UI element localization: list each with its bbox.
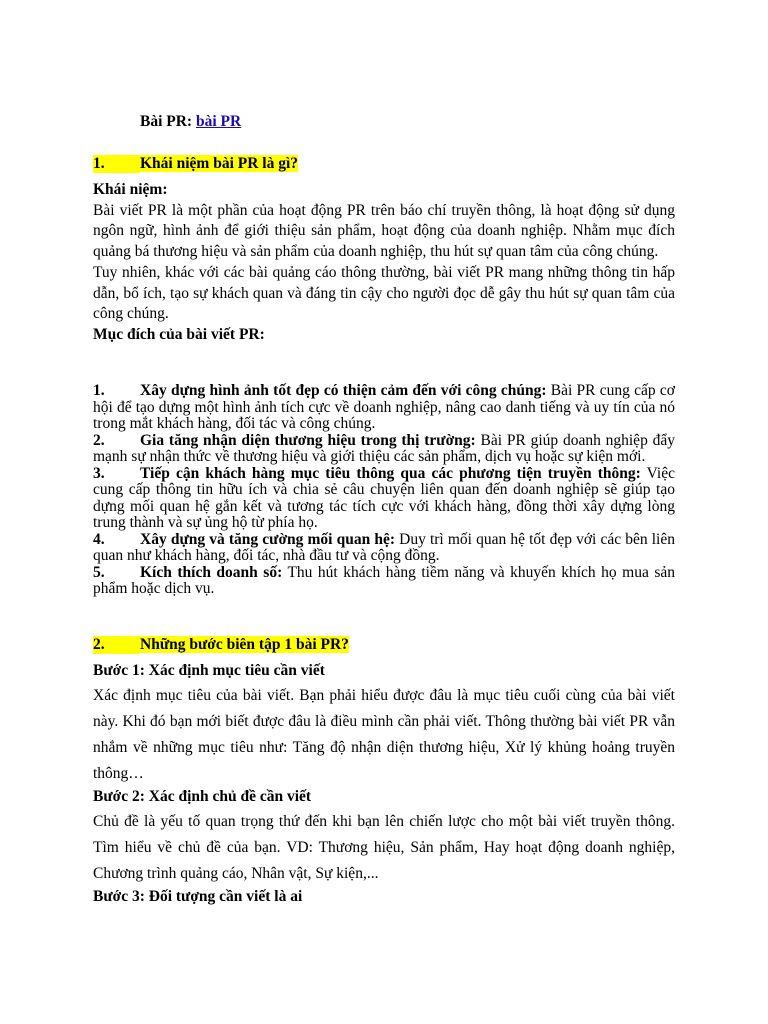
step-2-paragraph: Chủ đề là yếu tố quan trọng thứ đến khi bạn lên chiến lược cho một bài viết truyền thông. Tìm hiểu về chủ đề của bạn. VD: Thương hiệu, Sản phẩm, Hay hoạt động doanh nghiệp, Chương trình quảng cáo, Nhân vật, Sự kiện,... (93, 813, 675, 882)
list-item-heading: Xây dựng và tăng cường mối quan hệ: (140, 530, 396, 548)
list-item-text: Bài PR giúp doanh nghiệp đẩy mạnh sự nhận thức về thương hiệu và giới thiệu các sản phẩm, dịch vụ hoặc sự kiện mới. (93, 431, 675, 465)
list-item-heading: Kích thích doanh số: (140, 563, 283, 581)
list-item-number: 5. (93, 563, 105, 581)
list-item-number: 3. (93, 464, 105, 482)
section-1-number: 1. (93, 155, 140, 173)
list-item-text: Bài PR cung cấp cơ hội để tạo dựng một hình ảnh tích cực về doanh nghiệp, nâng cao danh tiếng và uy tín của nó trong mắt khách hàng, đối tác và công chúng. (93, 382, 675, 432)
concept-label: Khái niệm: (93, 181, 168, 198)
section-1-title: Khái niệm bài PR là gì? (140, 155, 299, 172)
list-item-text: Thu hút khách hàng tiềm năng và khuyến khích họ mua sản phẩm hoặc dịch vụ. (93, 563, 675, 597)
purpose-label: Mục đích của bài viết PR: (93, 325, 265, 343)
concept-paragraph-2: Tuy nhiên, khác với các bài quảng cáo thông thường, bài viết PR mang những thông tin hấp dẫn, bổ ích, tạo sự khách quan và đáng tin cậy cho người đọc dễ gây thu hút sự quan tâm của công chúng. (93, 263, 675, 323)
list-item (93, 383, 675, 433)
concept-paragraph-1: Bài viết PR là một phần của hoạt động PR trên báo chí truyền thông, là hoạt động sử dụng ngôn ngữ, hình ảnh để giới thiệu sản phẩm, hoạt động của doanh nghiệp. Nhằm mục đích quảng bá thương hiệu và sản phẩm của doanh nghiệp, thu hút sự quan tâm của công chúng. (93, 201, 675, 261)
step-2-heading: Bước 2: Xác định chủ đề cần viết (93, 788, 312, 805)
section-2-number: 2. (93, 636, 140, 654)
step-1-heading: Bước 1: Xác định mục tiêu cần viết (93, 662, 325, 679)
list-item-text: Việc cung cấp thông tin hữu ích và chia sẻ câu chuyện liên quan đến doanh nghiệp sẽ giúp tạo dựng mối quan hệ gắn kết và tương tác tích cực với khách hàng, đồng thời xây dựng lòng trung thành và sự ủng hộ từ phía họ. (93, 464, 675, 531)
list-item (93, 433, 675, 466)
section-2-title: Những bước biên tập 1 bài PR? (140, 636, 349, 653)
concept-block (93, 180, 675, 346)
title-prefix: Bài PR: (140, 113, 193, 130)
document-title (140, 113, 241, 131)
section-2-heading (93, 636, 349, 654)
purpose-list (93, 383, 675, 598)
list-item (93, 466, 675, 532)
list-item (93, 532, 675, 565)
list-item-text: Duy trì mối quan hệ tốt đẹp với các bên liên quan như khách hàng, đối tác, nhà đầu tư và cộng đồng. (93, 530, 675, 564)
list-item-number: 4. (93, 530, 105, 548)
list-item-heading: Gia tăng nhận diện thương hiệu trong thị trường: (140, 431, 476, 449)
list-item-heading: Tiếp cận khách hàng mục tiêu thông qua các phương tiện truyền thông: (140, 464, 641, 482)
section-1-heading (93, 155, 298, 173)
list-item-number: 2. (93, 431, 105, 449)
title-link[interactable]: bài PR (195, 113, 242, 130)
list-item-number: 1. (93, 382, 105, 399)
list-item-heading: Xây dựng hình ảnh tốt đẹp có thiện cảm đến với công chúng: (140, 382, 547, 399)
step-1-paragraph: Xác định mục tiêu của bài viết. Bạn phải hiểu được đâu là mục tiêu cuối cùng của bài viết này. Khi đó bạn mới biết được đâu là điều mình cần phải viết. Thông thường bài viết PR vẫn nhắm về những mục tiêu như: Tăng độ nhận diện thương hiệu, Xử lý khủng hoảng truyền thông… (93, 687, 675, 782)
list-item (93, 565, 675, 598)
step-3-heading: Bước 3: Đối tượng cần viết là ai (93, 888, 303, 905)
